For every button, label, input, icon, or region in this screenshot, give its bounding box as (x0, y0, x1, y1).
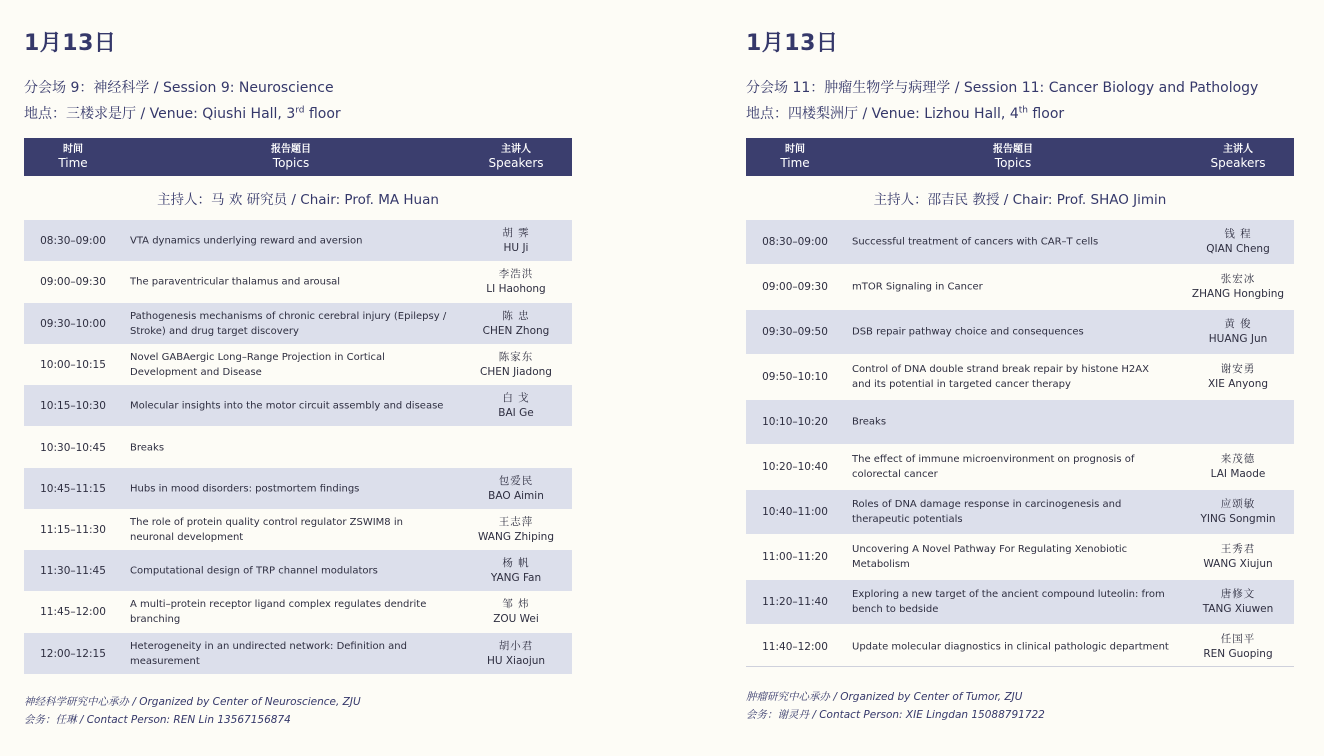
topics-header-zh: 报告题目 (993, 144, 1033, 155)
table-row (24, 468, 572, 509)
row-time: 11:30–11:45 (40, 564, 106, 577)
row-topic: Breaks (130, 442, 165, 453)
table-row (746, 400, 1294, 444)
topics-column-header (184, 143, 398, 170)
row-time: 11:20–11:40 (762, 596, 828, 608)
row-speaker (1188, 632, 1288, 662)
date-heading: 1月13日 (24, 31, 117, 56)
speaker-name-zh: 王志萍 (498, 515, 534, 528)
row-speaker (1188, 452, 1288, 482)
speaker-name-zh: 来茂德 (1220, 453, 1256, 465)
row-time: 08:30–09:00 (762, 236, 828, 248)
speakers-column-header (1188, 143, 1288, 170)
table-row (24, 633, 572, 674)
time-header-en: Time (780, 156, 810, 170)
table-row (24, 385, 572, 426)
venue-ordinal: rd (295, 105, 305, 116)
speaker-name-en: TANG Xiuwen (1202, 603, 1274, 615)
row-time: 10:15–10:30 (40, 399, 106, 412)
speaker-name-zh: 陈家东 (498, 350, 534, 363)
row-speaker (466, 391, 566, 421)
row-topic: Pathogenesis mechanisms of chronic cerebral injury (Epilepsy / Stroke) and drug target discovery (130, 310, 447, 337)
row-speaker (466, 309, 566, 339)
chair-line: 主持人：邵吉民 教授 / Chair: Prof. SHAO Jimin (873, 192, 1167, 208)
table-row (746, 445, 1294, 489)
speakers-header-en: Speakers (1210, 156, 1266, 170)
row-speaker (466, 597, 566, 627)
organizer-note: 肿瘤研究中心承办 / Organized by Center of Tumor, ZJU (746, 691, 1023, 703)
chair-line: 主持人：马 欢 研究员 / Chair: Prof. MA Huan (157, 192, 439, 208)
row-time: 10:20–10:40 (762, 461, 828, 473)
time-header-en: Time (58, 156, 88, 170)
row-time: 08:30–09:00 (40, 234, 106, 247)
row-speaker (1188, 317, 1288, 347)
topics-column-header (906, 143, 1120, 170)
speaker-name-en: BAI Ge (498, 406, 534, 419)
row-topic: A multi–protein receptor ligand complex regulates dendrite branching (130, 598, 427, 625)
speaker-name-zh: 张宏冰 (1220, 273, 1256, 285)
row-topic: Novel GABAergic Long–Range Projection in Cortical Development and Disease (130, 351, 385, 378)
date-heading: 1月13日 (746, 31, 839, 56)
speaker-name-en: HUANG Jun (1208, 333, 1268, 345)
speaker-name-zh: 包爱民 (498, 474, 534, 487)
table-row (24, 427, 572, 468)
table-row (746, 490, 1294, 534)
row-topic: Successful treatment of cancers with CAR–T cells (852, 236, 1099, 248)
row-topic: Exploring a new target of the ancient compound luteolin: from bench to bedside (852, 589, 1165, 615)
table-row (746, 310, 1294, 354)
venue-floor: floor (304, 106, 341, 122)
speaker-name-en: YING Songmin (1200, 513, 1276, 525)
row-time: 11:45–12:00 (40, 605, 106, 618)
speaker-name-zh: 陈 忠 (502, 309, 530, 322)
row-topic: VTA dynamics underlying reward and aversion (130, 235, 363, 246)
row-time: 09:00–09:30 (762, 281, 828, 293)
speaker-name-en: XIE Anyong (1207, 378, 1269, 390)
row-speaker (466, 350, 566, 380)
table-row (746, 355, 1294, 399)
table-row (24, 261, 572, 302)
session-title: 分会场 11：肿瘤生物学与病理学 / Session 11: Cancer Biology and Pathology (746, 80, 1259, 96)
speaker-name-zh: 王秀君 (1220, 543, 1256, 555)
row-topic: Control of DNA double strand break repair by histone H2AX and its potential in targeted cancer therapy (852, 364, 1149, 390)
row-speaker (466, 556, 566, 586)
venue-text: 地点：四楼梨洲厅 / Venue: Lizhou Hall, 4 (746, 106, 1019, 122)
venue-line (24, 103, 341, 123)
row-topic: The effect of immune microenvironment on prognosis of colorectal cancer (852, 454, 1135, 480)
table-row (24, 550, 572, 591)
table-row (746, 625, 1294, 669)
row-topic: Uncovering A Novel Pathway For Regulating Xenobiotic Metabolism (852, 544, 1128, 570)
row-speaker (1188, 587, 1288, 617)
speaker-name-en: HU Ji (503, 241, 529, 254)
row-time: 10:30–10:45 (40, 441, 106, 454)
row-topic: Heterogeneity in an undirected network: Definition and measurement (130, 640, 407, 667)
row-speaker (1188, 272, 1288, 302)
speaker-name-en: CHEN Jiadong (480, 365, 552, 378)
row-speaker (1188, 497, 1288, 527)
row-topic: DSB repair pathway choice and consequences (852, 326, 1084, 338)
table-row (746, 535, 1294, 579)
speaker-name-en: ZOU Wei (493, 612, 539, 625)
row-time: 11:40–12:00 (762, 641, 828, 653)
session-title: 分会场 9：神经科学 / Session 9: Neuroscience (24, 80, 334, 96)
speaker-name-en: YANG Fan (490, 571, 542, 584)
row-topic: Breaks (852, 416, 887, 428)
speaker-name-zh: 邹 炜 (502, 597, 530, 610)
row-speaker (466, 474, 566, 504)
table-row (746, 580, 1294, 624)
speaker-name-en: REN Guoping (1203, 648, 1273, 660)
speaker-name-zh: 任国平 (1220, 633, 1256, 645)
topics-header-en: Topics (994, 156, 1032, 170)
topics-header-en: Topics (272, 156, 310, 170)
table-row (746, 220, 1294, 264)
speaker-name-zh: 胡 霁 (502, 226, 530, 239)
table-row (746, 265, 1294, 309)
row-topic: Molecular insights into the motor circuit assembly and disease (130, 400, 444, 411)
time-column-header (746, 143, 844, 170)
table-row (24, 509, 572, 550)
topics-header-zh: 报告题目 (271, 144, 311, 155)
venue-ordinal: th (1018, 105, 1028, 116)
row-time: 09:30–10:00 (40, 317, 106, 330)
row-time: 10:45–11:15 (40, 482, 106, 495)
contact-note: 会务：谢灵丹 / Contact Person: XIE Lingdan 15088791722 (746, 709, 1045, 721)
speaker-name-zh: 谢安勇 (1220, 363, 1256, 375)
row-time: 09:50–10:10 (762, 371, 828, 383)
row-time: 11:15–11:30 (40, 523, 106, 536)
speaker-name-en: BAO Aimin (488, 489, 544, 502)
row-topic: Computational design of TRP channel modulators (130, 565, 378, 576)
row-time: 10:10–10:20 (762, 416, 828, 428)
table-row (24, 344, 572, 385)
speaker-name-en: LI Haohong (486, 282, 546, 295)
speaker-name-zh: 应颂敏 (1220, 498, 1256, 510)
speaker-name-zh: 唐修文 (1220, 588, 1256, 600)
row-speaker (1188, 542, 1288, 572)
row-speaker (466, 226, 566, 256)
row-time: 10:00–10:15 (40, 358, 106, 371)
row-time: 09:00–09:30 (40, 275, 106, 288)
row-speaker (1188, 227, 1288, 257)
row-speaker (466, 639, 566, 669)
table-row (24, 303, 572, 344)
speaker-name-zh: 杨 帆 (502, 556, 530, 569)
time-header-zh: 时间 (785, 144, 805, 155)
speaker-name-en: QIAN Cheng (1206, 243, 1270, 255)
row-time: 09:30–09:50 (762, 326, 828, 338)
contact-note: 会务：任琳 / Contact Person: REN Lin 13567156874 (24, 714, 291, 726)
table-header (746, 138, 1294, 176)
venue-line (746, 103, 1064, 123)
row-speaker (466, 515, 566, 545)
speaker-name-en: LAI Maode (1210, 468, 1266, 480)
time-header-zh: 时间 (63, 144, 83, 155)
speakers-header-zh: 主讲人 (1223, 144, 1253, 155)
speaker-name-en: ZHANG Hongbing (1191, 288, 1285, 300)
speakers-column-header (466, 143, 566, 170)
row-time: 10:40–11:00 (762, 506, 828, 518)
row-time: 11:00–11:20 (762, 551, 828, 563)
speaker-name-en: WANG Zhiping (478, 530, 554, 543)
venue-text: 地点：三楼求是厅 / Venue: Qiushi Hall, 3 (24, 106, 296, 122)
row-topic: Update molecular diagnostics in clinical pathologic department (852, 641, 1169, 653)
speaker-name-en: WANG Xiujun (1203, 558, 1273, 570)
row-time: 12:00–12:15 (40, 647, 106, 660)
row-speaker (1188, 362, 1288, 392)
table-row (24, 220, 572, 261)
speaker-name-zh: 白 戈 (502, 391, 530, 404)
row-topic: The role of protein quality control regulator ZSWIM8 in neuronal development (130, 516, 403, 543)
row-topic: mTOR Signaling in Cancer (852, 281, 983, 293)
speaker-name-en: HU Xiaojun (486, 654, 546, 667)
table-row (24, 591, 572, 632)
row-speaker (466, 267, 566, 297)
row-topic: Roles of DNA damage response in carcinogenesis and therapeutic potentials (852, 499, 1122, 525)
speakers-header-zh: 主讲人 (501, 144, 531, 155)
row-topic: The paraventricular thalamus and arousal (130, 276, 341, 287)
speakers-header-en: Speakers (488, 156, 544, 170)
row-topic: Hubs in mood disorders: postmortem findings (130, 483, 360, 494)
organizer-note: 神经科学研究中心承办 / Organized by Center of Neuroscience, ZJU (24, 696, 361, 708)
speaker-name-en: CHEN Zhong (482, 324, 550, 337)
table-bottom-rule (746, 666, 1294, 667)
speaker-name-zh: 胡小君 (498, 639, 534, 652)
speaker-name-zh: 钱 程 (1224, 228, 1252, 240)
speaker-name-zh: 李浩洪 (498, 267, 534, 280)
table-header (24, 138, 572, 176)
time-column-header (24, 143, 122, 170)
venue-floor: floor (1027, 106, 1065, 122)
speaker-name-zh: 黄 俊 (1224, 318, 1252, 330)
